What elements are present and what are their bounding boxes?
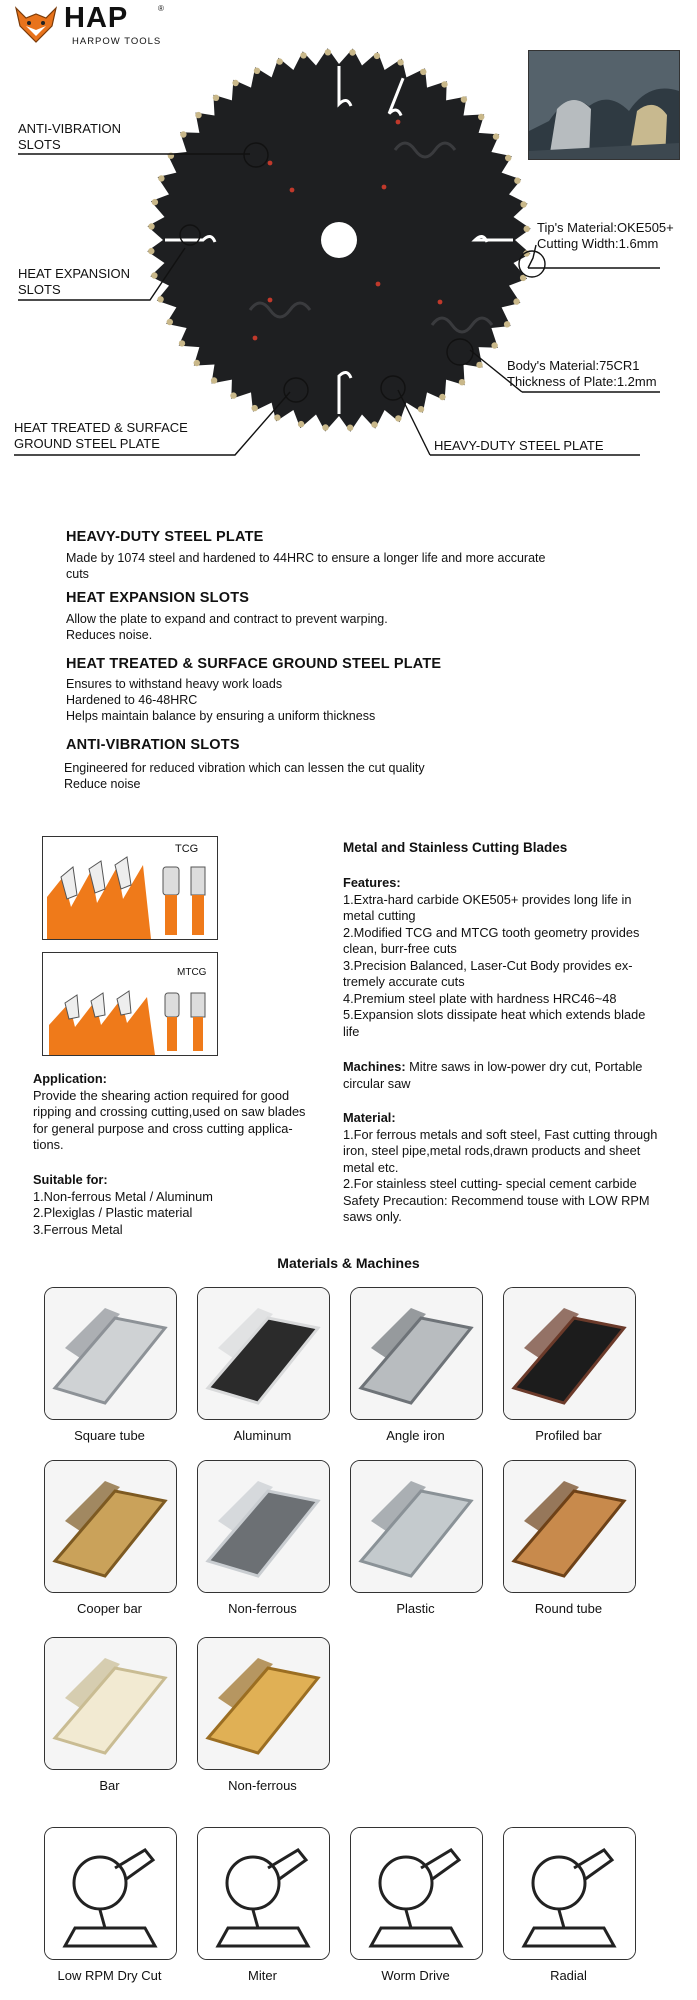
material-7-label: Plastic <box>396 1601 435 1616</box>
carbide-tip <box>418 406 424 412</box>
carbide-tip <box>277 58 283 64</box>
callout-heat-treated: HEAT TREATED & SURFACE GROUND STEEL PLATE <box>14 420 188 451</box>
materials-title: Materials & Machines <box>277 1255 420 1271</box>
carbide-tip <box>520 201 526 207</box>
carbide-tip <box>194 360 200 366</box>
carbide-tip <box>180 131 186 137</box>
callout-heavy-duty: HEAVY-DUTY STEEL PLATE <box>434 438 604 453</box>
carbide-tip <box>157 296 163 302</box>
brand-name: HAP <box>64 2 129 34</box>
material-image <box>351 1288 482 1419</box>
mtcg-label: MTCG <box>177 967 207 978</box>
product-material: Material: 1.For ferrous metals and soft steel, Fast cutting through iron, steel pipe,metal rods,drawn products and sheet metal etc. 2.For stainless steel cutting- special cement carbide Safety Precaution: Recommend touse with LOW RPM saws only. <box>343 1110 658 1224</box>
machine-2-label: Miter <box>248 1968 277 1983</box>
carbide-tip <box>274 414 280 420</box>
callout-anti-vibration: ANTI-VIBRATION SLOTS <box>18 121 122 152</box>
product-title: Metal and Stainless Cutting Blades <box>343 840 568 855</box>
feature-title-heavy-duty: HEAVY-DUTY STEEL PLATE <box>66 529 264 545</box>
carbide-tip <box>371 421 377 427</box>
material-10-tile <box>197 1637 330 1770</box>
carbide-tip <box>322 424 328 430</box>
material-image <box>351 1461 482 1592</box>
machine-4-label: Radial <box>550 1968 587 1983</box>
tooth-closeup-inset <box>528 50 680 160</box>
material-1-label: Square tube <box>74 1428 145 1443</box>
laser-dot <box>438 300 443 305</box>
carbide-tip <box>230 392 236 398</box>
carbide-tip <box>195 112 201 118</box>
material-8-label: Round tube <box>534 1601 603 1616</box>
laser-dot <box>268 298 273 303</box>
machine-4-tile <box>503 1827 636 1960</box>
machine-1-tile <box>44 1827 177 1960</box>
machine-3-label: Worm Drive <box>381 1968 450 1983</box>
feature-text-heat-treated: Ensures to withstand heavy work loads Hardened to 46-48HRC Helps maintain balance by ensuring a uniform thickness <box>66 677 376 723</box>
material-10-label: Non-ferrous <box>228 1778 297 1793</box>
carbide-tip <box>441 81 447 87</box>
carbide-tip <box>439 394 445 400</box>
carbide-tip <box>374 53 380 59</box>
carbide-tip <box>148 223 154 229</box>
laser-dot <box>290 188 295 193</box>
product-application: Application: Provide the shearing action required for good ripping and crossing cutting,used on saw blades for general purpose and cross cutting applica- tions. <box>33 1071 306 1152</box>
carbide-tip <box>493 133 499 139</box>
brand-tagline: HARPOW TOOLS <box>72 36 162 47</box>
carbide-tip <box>514 178 520 184</box>
carbide-tip <box>491 342 497 348</box>
material-image <box>198 1638 329 1769</box>
carbide-tip <box>397 59 403 65</box>
material-5-label: Cooper bar <box>76 1601 143 1616</box>
carbide-tip <box>461 96 467 102</box>
carbide-tip <box>476 362 482 368</box>
carbide-tip <box>179 340 185 346</box>
machine-image <box>45 1828 176 1959</box>
machine-image <box>198 1828 329 1959</box>
feature-title-heat-expansion: HEAT EXPANSION SLOTS <box>66 590 250 606</box>
carbide-tip <box>158 175 164 181</box>
laser-dot <box>382 185 387 190</box>
machine-3-tile <box>350 1827 483 1960</box>
carbide-tip <box>298 421 304 427</box>
material-9-label: Bar <box>99 1778 120 1793</box>
carbide-tip <box>167 319 173 325</box>
material-6-label: Non-ferrous <box>228 1601 297 1616</box>
material-2-tile <box>197 1287 330 1420</box>
callout-tip-material: Tip's Material:OKE505+ Cutting Width:1.6mm <box>537 220 674 251</box>
material-7-tile <box>350 1460 483 1593</box>
laser-dot <box>253 336 258 341</box>
material-8-tile <box>503 1460 636 1593</box>
laser-dot <box>376 282 381 287</box>
machine-image <box>351 1828 482 1959</box>
carbide-tip <box>325 49 331 55</box>
material-5-tile <box>44 1460 177 1593</box>
arbor-hole <box>321 222 357 258</box>
carbide-tip <box>213 95 219 101</box>
carbide-tip <box>513 298 519 304</box>
callout-body-material: Body's Material:75CR1 Thickness of Plate:1.2mm <box>507 358 657 389</box>
carbide-tooth-closeup-image <box>529 51 679 159</box>
material-image <box>198 1288 329 1419</box>
feature-text-heavy-duty: Made by 1074 steel and hardened to 44HRC to ensure a longer life and more accurate cuts <box>66 551 546 581</box>
machine-1-label: Low RPM Dry Cut <box>57 1968 162 1983</box>
product-machines: Machines: Mitre saws in low-power dry cut, Portable circular saw <box>343 1059 643 1091</box>
carbide-tip <box>420 69 426 75</box>
material-3-tile <box>350 1287 483 1420</box>
feature-title-heat-treated: HEAT TREATED & SURFACE GROUND STEEL PLATE <box>66 656 442 672</box>
material-image <box>45 1638 176 1769</box>
carbide-tip <box>395 415 401 421</box>
carbide-tip <box>211 377 217 383</box>
carbide-tip <box>148 248 154 254</box>
feature-text-anti-vibration: Engineered for reduced vibration which can lessen the cut quality Reduce noise <box>64 761 425 791</box>
laser-dot <box>396 120 401 125</box>
carbide-tip <box>151 272 157 278</box>
product-suitable: Suitable for: 1.Non-ferrous Metal / Aluminum 2.Plexiglas / Plastic material 3.Ferrous Metal <box>33 1172 213 1237</box>
callout-heat-expansion: HEAT EXPANSION SLOTS <box>18 266 130 297</box>
material-image <box>45 1461 176 1592</box>
material-9-tile <box>44 1637 177 1770</box>
material-image <box>45 1288 176 1419</box>
tcg-label: TCG <box>175 843 199 855</box>
machine-2-tile <box>197 1827 330 1960</box>
carbide-tip <box>478 114 484 120</box>
material-2-label: Aluminum <box>233 1428 292 1443</box>
mtcg-tooth-diagram <box>42 952 218 1056</box>
laser-dot <box>268 161 273 166</box>
material-4-tile <box>503 1287 636 1420</box>
tcg-tooth-diagram <box>42 836 218 940</box>
material-4-label: Profiled bar <box>535 1428 602 1443</box>
saw-blade-image <box>147 48 530 431</box>
feature-title-anti-vibration: ANTI-VIBRATION SLOTS <box>66 737 240 753</box>
product-features: Features: 1.Extra-hard carbide OKE505+ provides long life in metal cutting 2.Modified TCG and MTCG tooth geometry provides clean, burr-free cuts 3.Precision Balanced, Laser-Cut Body provides ex- tremely accurate cuts 4.Premium steel plate with hardness HRC46~48 5.Expansion slots dissipate heat which extends blade life <box>343 875 646 1039</box>
carbide-tip <box>459 379 465 385</box>
material-3-label: Angle iron <box>386 1428 445 1443</box>
carbide-tip <box>252 405 258 411</box>
carbide-tip <box>504 321 510 327</box>
material-image <box>504 1288 635 1419</box>
machine-image <box>504 1828 635 1959</box>
carbide-tip <box>152 199 158 205</box>
carbide-tip <box>254 68 260 74</box>
carbide-tip <box>349 49 355 55</box>
carbide-tip <box>505 155 511 161</box>
material-6-tile <box>197 1460 330 1593</box>
carbide-tip <box>524 226 530 232</box>
material-image <box>198 1461 329 1592</box>
material-image <box>504 1461 635 1592</box>
carbide-tip <box>232 80 238 86</box>
feature-text-heat-expansion: Allow the plate to expand and contract to prevent warping. Reduces noise. <box>66 612 388 642</box>
material-1-tile <box>44 1287 177 1420</box>
registered-mark: ® <box>158 4 164 13</box>
carbide-tip <box>300 52 306 58</box>
carbide-tip <box>347 425 353 431</box>
